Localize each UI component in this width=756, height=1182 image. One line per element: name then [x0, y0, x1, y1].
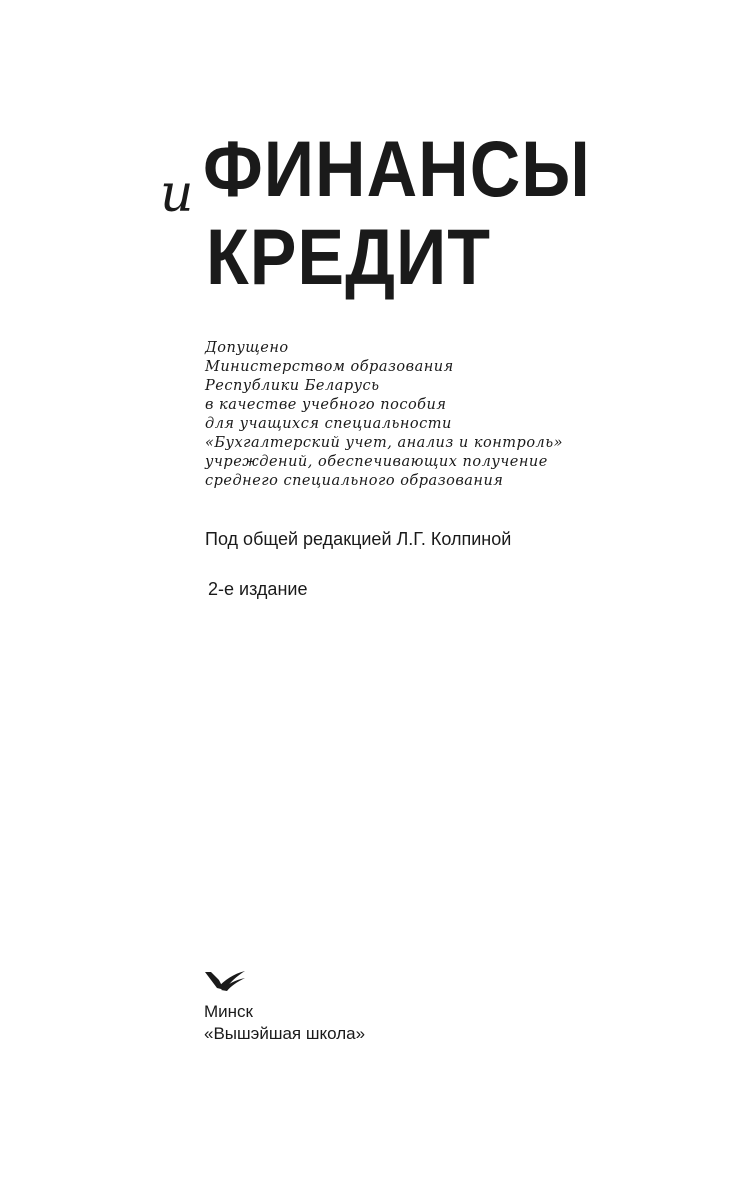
- title-line-credit: КРЕДИТ: [206, 213, 492, 301]
- approval-line: «Бухгалтерский учет, анализ и контроль»: [205, 435, 564, 451]
- approval-line: для учащихся специальности: [205, 416, 452, 432]
- approval-line: среднего специального образования: [205, 473, 504, 489]
- approval-line: учреждений, обеспечивающих получение: [205, 454, 548, 470]
- approval-line: Министерством образования: [205, 359, 454, 375]
- editor-credit: Под общей редакцией Л.Г. Колпиной: [205, 529, 512, 549]
- title-conjunction: и: [160, 164, 194, 224]
- approval-line: Допущено: [205, 340, 289, 356]
- publisher-logo-icon: [203, 968, 247, 992]
- publisher-name: «Вышэйшая школа»: [204, 1024, 366, 1043]
- approval-line: в качестве учебного пособия: [205, 397, 447, 413]
- edition-label: 2-е издание: [208, 579, 308, 599]
- publisher-city: Минск: [204, 1002, 253, 1021]
- approval-statement: [205, 339, 563, 491]
- title-line-finances: ФИНАНСЫ: [203, 125, 591, 213]
- approval-line: Республики Беларусь: [205, 378, 380, 394]
